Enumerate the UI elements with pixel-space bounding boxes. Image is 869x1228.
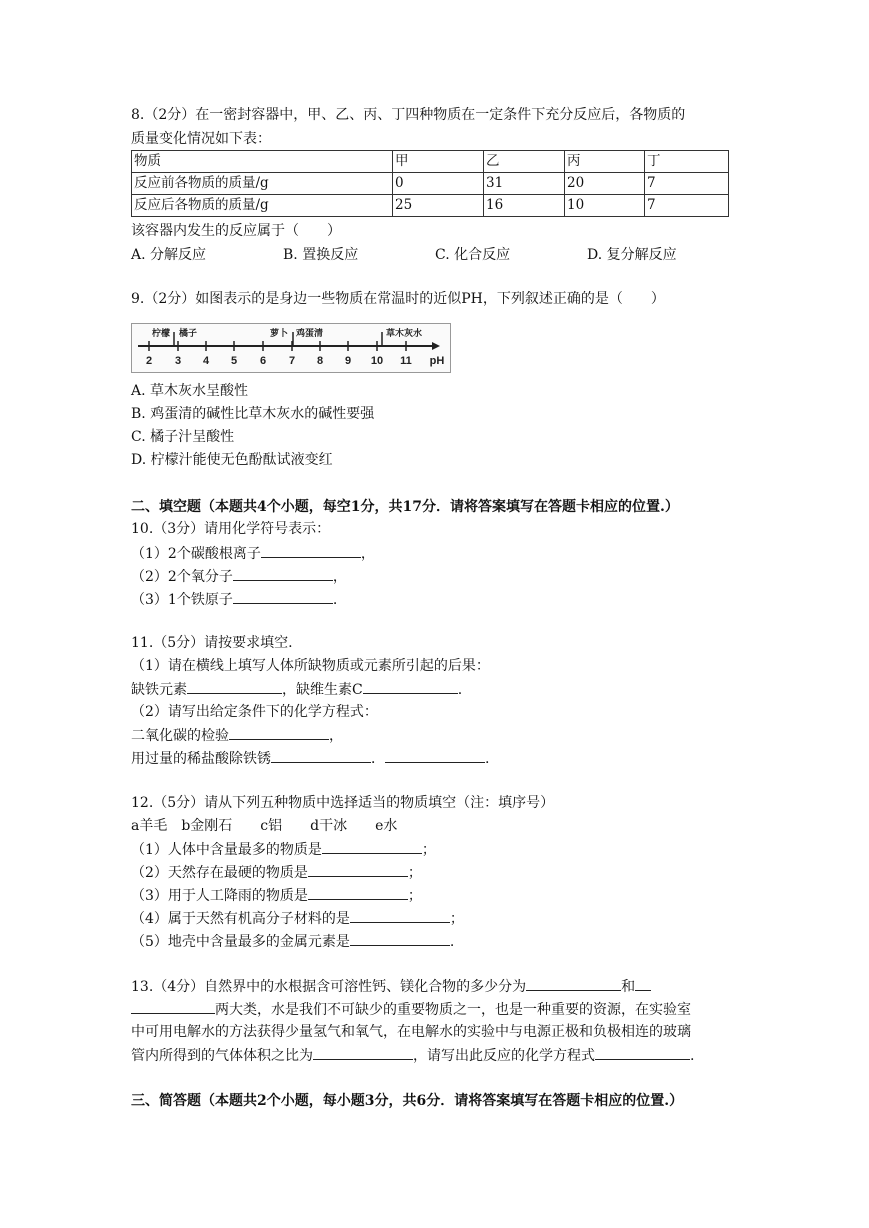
substance-label: 草木灰水 — [386, 328, 423, 338]
q11-line-2: 二氧化碳的检验 ， — [131, 725, 343, 746]
q11-line-3: 用过量的稀盐酸除铁锈 ． . — [131, 748, 489, 769]
q12-item-3: （3）用于人工降雨的物质是 ； — [131, 885, 422, 906]
table-cell: 7 — [645, 195, 729, 217]
answer-blank[interactable] — [350, 908, 450, 923]
table-cell: 反应前各物质的质量/g — [132, 173, 393, 195]
table-header-cell: 甲 — [393, 151, 484, 173]
substance-label: 萝卜 — [270, 328, 289, 338]
option-c: C. 化合反应 — [435, 247, 511, 263]
table-cell: 10 — [565, 195, 645, 217]
q8-stem-line1: 8.（2分）在一密封容器中，甲、乙、丙、丁四种物质在一定条件下充分反应后，各物质的 — [131, 107, 686, 123]
q12-stem: 12.（5分）请从下列五种物质中选择适当的物质填空（注：填序号） — [131, 795, 555, 811]
substance-label: 橘子 — [179, 328, 198, 338]
answer-blank[interactable] — [187, 679, 282, 694]
table-header-row — [132, 151, 729, 173]
tick-label: 8 — [316, 355, 324, 367]
answer-blank[interactable] — [233, 589, 333, 604]
axis-unit-label: pH — [429, 355, 445, 367]
table-header-cell: 丙 — [565, 151, 645, 173]
q12-item-4: （4）属于天然有机高分子材料的是 ； — [131, 908, 464, 929]
table-cell: 0 — [393, 173, 484, 195]
tick-label: 6 — [259, 355, 267, 367]
answer-blank[interactable] — [308, 885, 408, 900]
option-a: A. 分解反应 — [131, 247, 207, 263]
q12-choices: a羊毛 b金刚石 c铝 d干冰 e水 — [131, 818, 398, 834]
answer-blank[interactable] — [131, 999, 215, 1014]
table-cell: 25 — [393, 195, 484, 217]
table-cell: 反应后各物质的质量/g — [132, 195, 393, 217]
q11-stem: 11.（5分）请按要求填空. — [131, 635, 293, 651]
q10-item-1: （1）2个碳酸根离子 ， — [131, 543, 375, 564]
mass-change-table — [131, 150, 729, 217]
q13-line-4: 管内所得到的气体体积之比为 ，请写出此反应的化学方程式 . — [131, 1045, 694, 1066]
q8-question: 该容器内发生的反应属于（ ） — [131, 223, 341, 239]
tick-label: 9 — [344, 355, 352, 367]
q9-option-c: C. 橘子汁呈酸性 — [131, 429, 235, 445]
q10-stem: 10.（3分）请用化学符号表示： — [131, 521, 331, 537]
answer-blank[interactable] — [385, 748, 485, 763]
tick-label: 5 — [230, 355, 238, 367]
tick-label: 7 — [288, 355, 296, 367]
table-cell: 7 — [645, 173, 729, 195]
table-cell: 31 — [484, 173, 565, 195]
tick-label: 11 — [400, 355, 412, 367]
section-2-heading: 二、填空题（本题共4个小题，每空1分，共17分．请将答案填写在答题卡相应的位置.） — [131, 499, 679, 515]
q11-line-1: 缺铁元素 ，缺维生素C . — [131, 679, 462, 700]
table-header-cell: 丁 — [645, 151, 729, 173]
q13-line-1: 13.（4分）自然界中的水根据含可溶性钙、镁化合物的多少分为 和 — [131, 976, 651, 997]
substance-label: 鸡蛋清 — [296, 328, 324, 338]
answer-blank[interactable] — [229, 725, 329, 740]
q9-option-a: A. 草木灰水呈酸性 — [131, 383, 249, 399]
table-cell: 20 — [565, 173, 645, 195]
q13-line-3: 中可用电解水的方法获得少量氢气和氧气，在电解水的实验中与电源正极和负极相连的玻璃 — [131, 1024, 691, 1040]
answer-blank[interactable] — [271, 748, 371, 763]
q10-item-3: （3）1个铁原子 . — [131, 589, 337, 610]
q9-option-b: B. 鸡蛋清的碱性比草木灰水的碱性要强 — [131, 406, 375, 422]
table-header-cell: 乙 — [484, 151, 565, 173]
option-d: D. 复分解反应 — [587, 247, 677, 263]
answer-blank[interactable] — [233, 566, 333, 581]
q11-sub-1: （1）请在横线上填写人体所缺物质或元素所引起的后果： — [131, 658, 490, 674]
q12-item-2: （2）天然存在最硬的物质是 ； — [131, 862, 422, 883]
answer-blank[interactable] — [313, 1045, 413, 1060]
answer-blank[interactable] — [350, 931, 450, 946]
answer-blank[interactable] — [308, 862, 408, 877]
q8-options — [131, 245, 677, 265]
table-row — [132, 173, 729, 195]
table-header-cell: 物质 — [132, 151, 393, 173]
section-3-heading: 三、简答题（本题共2个小题，每小题3分，共6分．请将答案填写在答题卡相应的位置.） — [131, 1093, 684, 1109]
q8-stem-line2: 质量变化情况如下表： — [131, 131, 271, 147]
tick-label: 2 — [145, 355, 153, 367]
answer-blank[interactable] — [261, 543, 361, 558]
q10-item-2: （2）2个氧分子 ， — [131, 566, 347, 587]
option-b: B. 置换反应 — [283, 247, 359, 263]
tick-label: 3 — [174, 355, 182, 367]
answer-blank[interactable] — [635, 976, 651, 991]
q12-item-1: （1）人体中含量最多的物质是 ； — [131, 839, 436, 860]
answer-blank[interactable] — [363, 679, 458, 694]
tick-label: 10 — [370, 355, 384, 367]
q12-item-5: （5）地壳中含量最多的金属元素是 . — [131, 931, 454, 952]
answer-blank[interactable] — [322, 839, 422, 854]
answer-blank[interactable] — [526, 976, 621, 991]
q11-sub-2: （2）请写出给定条件下的化学方程式： — [131, 704, 378, 720]
q13-line-2: 两大类，水是我们不可缺少的重要物质之一，也是一种重要的资源，在实验室 — [131, 999, 691, 1020]
ph-scale-figure — [131, 323, 451, 373]
answer-blank[interactable] — [595, 1045, 690, 1060]
table-row — [132, 195, 729, 217]
tick-label: 4 — [202, 355, 210, 367]
q9-option-d: D. 柠檬汁能使无色酚酞试液变红 — [131, 452, 333, 468]
table-cell: 16 — [484, 195, 565, 217]
q9-stem: 9.（2分）如图表示的是身边一些物质在常温时的近似PH，下列叙述正确的是（ ） — [131, 291, 665, 307]
substance-label: 柠檬 — [152, 328, 171, 338]
